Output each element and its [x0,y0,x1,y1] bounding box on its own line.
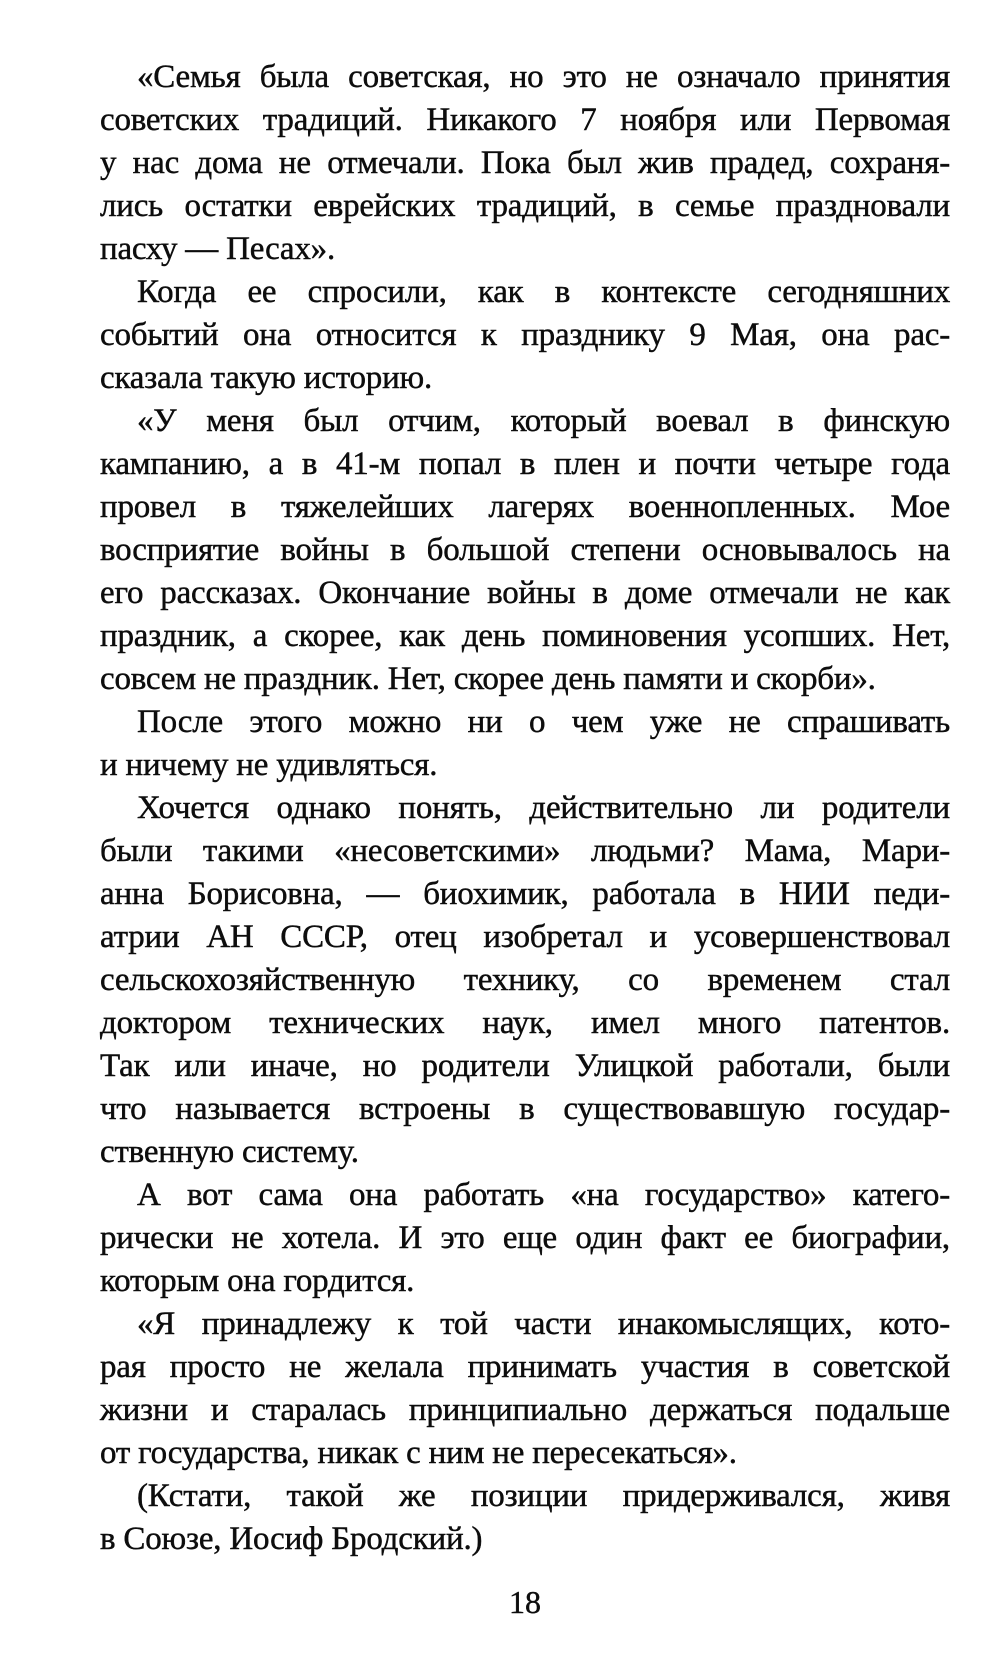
text-line: анна Борисовна, — биохимик, работала в НИИ педи- [100,876,950,912]
text-line: «Я принадлежу к той части инакомыслящих, кото- [137,1306,950,1342]
text-line: рая просто не желала принимать участия в советской [100,1349,950,1385]
text-line: у нас дома не отмечали. Пока был жив прадед, сохраня- [100,145,950,181]
text-line: совсем не праздник. Нет, скорее день памяти и скорби». [100,661,876,697]
text-line: в Союзе, Иосиф Бродский.) [100,1521,483,1557]
text-line: восприятие войны в большой степени основывалось на [100,532,950,568]
paragraph [100,787,950,1174]
text-block [100,56,950,1561]
text-line: Так или иначе, но родители Улицкой работали, были [100,1048,950,1084]
text-line: сказала такую историю. [100,360,433,396]
text-line: А вот сама она работать «на государство» катего- [137,1177,950,1213]
text-line: провел в тяжелейших лагерях военнопленных. Мое [100,489,950,525]
paragraph [100,271,950,400]
text-line: атрии АН СССР, отец изобретал и усовершенствовал [100,919,950,955]
paragraph [100,56,950,271]
text-line: сельскохозяйственную технику, со временем стал [100,962,950,998]
text-line: лись остатки еврейских традиций, в семье праздновали [100,188,950,224]
text-line: Когда ее спросили, как в контексте сегодняшних [137,274,950,310]
text-line: (Кстати, такой же позиции придерживался, живя [137,1478,950,1514]
text-line: жизни и старалась принципиально держаться подальше [100,1392,950,1428]
text-line: ственную систему. [100,1134,359,1170]
text-line: рически не хотела. И это еще один факт ее биографии, [100,1220,950,1256]
text-line: были такими «несоветскими» людьми? Мама, Мари- [100,833,950,869]
text-line: от государства, никак с ним не пересекаться». [100,1435,737,1471]
text-line: Хочется однако понять, действительно ли родители [137,790,950,826]
text-line: и ничему не удивляться. [100,747,438,783]
text-line: которым она гордится. [100,1263,415,1299]
text-line: После этого можно ни о чем уже не спрашивать [137,704,950,740]
text-line: что называется встроены в существовавшую государ- [100,1091,950,1127]
text-line: «У меня был отчим, который воевал в финскую [137,403,950,439]
text-line: событий она относится к празднику 9 Мая, она рас- [100,317,950,353]
text-line: пасху — Песах». [100,231,336,267]
text-line: кампанию, а в 41-м попал в плен и почти четыре года [100,446,950,482]
paragraph [100,701,950,787]
text-line: доктором технических наук, имел много патентов. [100,1005,950,1041]
page-number: 18 [509,1584,541,1620]
text-line: праздник, а скорее, как день поминовения усопших. Нет, [100,618,950,654]
text-line: его рассказах. Окончание войны в доме отмечали не как [100,575,950,611]
text-line: «Семья была советская, но это не означало принятия [137,59,950,95]
paragraph [100,400,950,701]
paragraph [100,1303,950,1475]
text-line: советских традиций. Никакого 7 ноября или Первомая [100,102,950,138]
paragraph [100,1174,950,1303]
paragraph [100,1475,950,1561]
